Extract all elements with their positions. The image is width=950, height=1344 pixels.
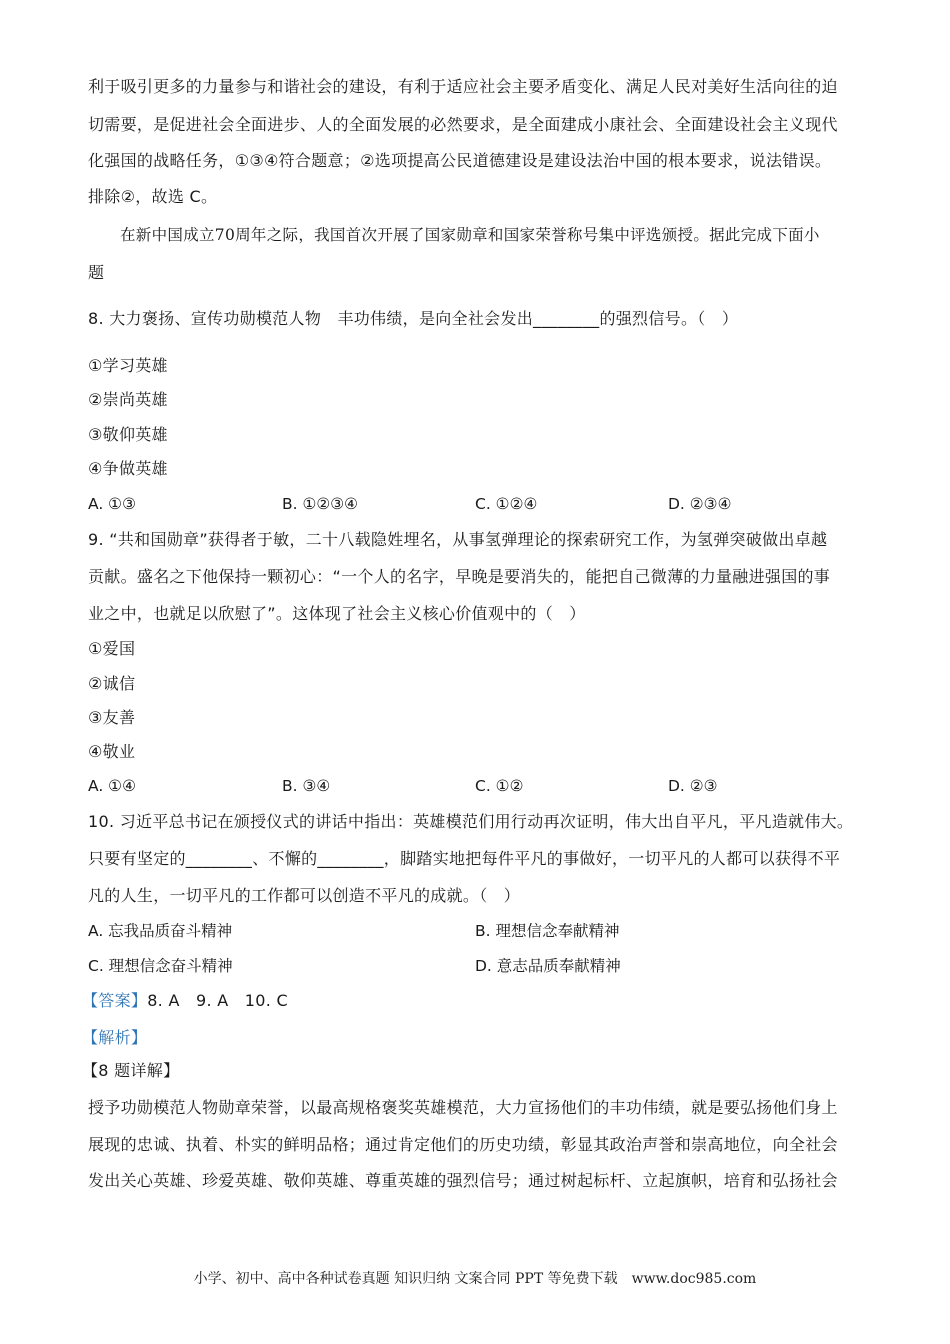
q10-line-1: 10. 习近平总书记在颁授仪式的讲话中指出：英雄模范们用行动再次证明，伟大出自平凡，平凡造就伟大。 — [88, 812, 854, 831]
q9-item-1: ①爱国 — [88, 639, 136, 658]
q8-option-a: A. ①③ — [88, 495, 136, 513]
page-footer: 小学、初中、高中各种试卷真题 知识归纳 文案合同 PPT 等免费下载 www.doc985.com — [193, 1271, 757, 1287]
intro-line-4: 排除②，故选 C。 — [88, 187, 218, 206]
answer-label: 【答案】 — [82, 991, 148, 1010]
q10-line-3: 凡的人生，一切平凡的工作都可以创造不平凡的成就。（ ） — [88, 886, 521, 905]
q8-option-c: C. ①②④ — [475, 495, 538, 513]
answer-text: 8. A 9. A 10. C — [147, 991, 288, 1010]
detail8-label: 【8 题详解】 — [82, 1061, 180, 1080]
q10-option-a: A. 忘我品质奋斗精神 — [88, 922, 233, 940]
q8-item-1: ①学习英雄 — [88, 356, 168, 375]
q8-option-d: D. ②③④ — [668, 495, 732, 513]
q8-option-b: B. ①②③④ — [282, 495, 359, 513]
q9-line-2: 贡献。盛名之下他保持一颗初心：“一个人的名字，早晚是要消失的，能把自己微薄的力量融进强国的事 — [88, 567, 831, 586]
q9-item-4: ④敬业 — [88, 742, 136, 761]
intro-line-2: 切需要，是促进社会全面进步、人的全面发展的必然要求，是全面建成小康社会、全面建设社会主义现代 — [88, 115, 838, 134]
q8-item-3: ③敬仰英雄 — [88, 425, 168, 444]
q9-line-3: 业之中，也就足以欣慰了”。这体现了社会主义核心价值观中的（ ） — [88, 604, 586, 623]
q10-option-b: B. 理想信念奉献精神 — [475, 922, 620, 940]
intro-line-1: 利于吸引更多的力量参与和谐社会的建设，有利于适应社会主要矛盾变化、满足人民对美好生活向往的迫 — [88, 77, 838, 96]
q9-item-2: ②诚信 — [88, 674, 136, 693]
q9-line-1: 9. “共和国勋章”获得者于敏，二十八载隐姓埋名，从事氢弹理论的探索研究工作，为氢弹突破做出卓越 — [88, 530, 828, 549]
stem-line-2: 题 — [88, 263, 105, 282]
q10-line-2: 只要有坚定的________、不懈的________，脚踏实地把每件平凡的事做好，一切平凡的人都可以获得不平 — [88, 849, 841, 868]
detail8-line-3: 发出关心英雄、珍爱英雄、敬仰英雄、尊重英雄的强烈信号；通过树起标杆、立起旗帜，培育和弘扬社会 — [88, 1171, 838, 1190]
analysis-label: 【解析】 — [82, 1028, 148, 1047]
q10-option-c: C. 理想信念奋斗精神 — [88, 957, 233, 975]
q10-option-d: D. 意志品质奉献精神 — [475, 957, 621, 975]
q9-option-c: C. ①② — [475, 777, 524, 795]
q9-option-a: A. ①④ — [88, 777, 136, 795]
detail8-line-1: 授予功勋模范人物勋章荣誉，以最高规格褒奖英雄模范，大力宣扬他们的丰功伟绩，就是要弘扬他们身上 — [88, 1098, 838, 1117]
q9-option-d: D. ②③ — [668, 777, 718, 795]
q8-question: 8. 大力褒扬、宣传功勋模范人物 丰功伟绩，是向全社会发出________的强烈信号。（ ） — [88, 309, 739, 328]
stem-line-1: 在新中国成立70周年之际，我国首次开展了国家勋章和国家荣誉称号集中评选颁授。据此完成下面小 — [120, 226, 820, 244]
q9-option-b: B. ③④ — [282, 777, 331, 795]
q8-item-2: ②崇尚英雄 — [88, 390, 168, 409]
detail8-line-2: 展现的忠诚、执着、朴实的鲜明品格；通过肯定他们的历史功绩，彰显其政治声誉和崇高地位，向全社会 — [88, 1135, 838, 1154]
q9-item-3: ③友善 — [88, 708, 136, 727]
q8-item-4: ④争做英雄 — [88, 459, 168, 478]
answer-row — [82, 991, 862, 1011]
intro-line-3: 化强国的战略任务，①③④符合题意；②选项提高公民道德建设是建设法治中国的根本要求，说法错误。 — [88, 151, 832, 170]
